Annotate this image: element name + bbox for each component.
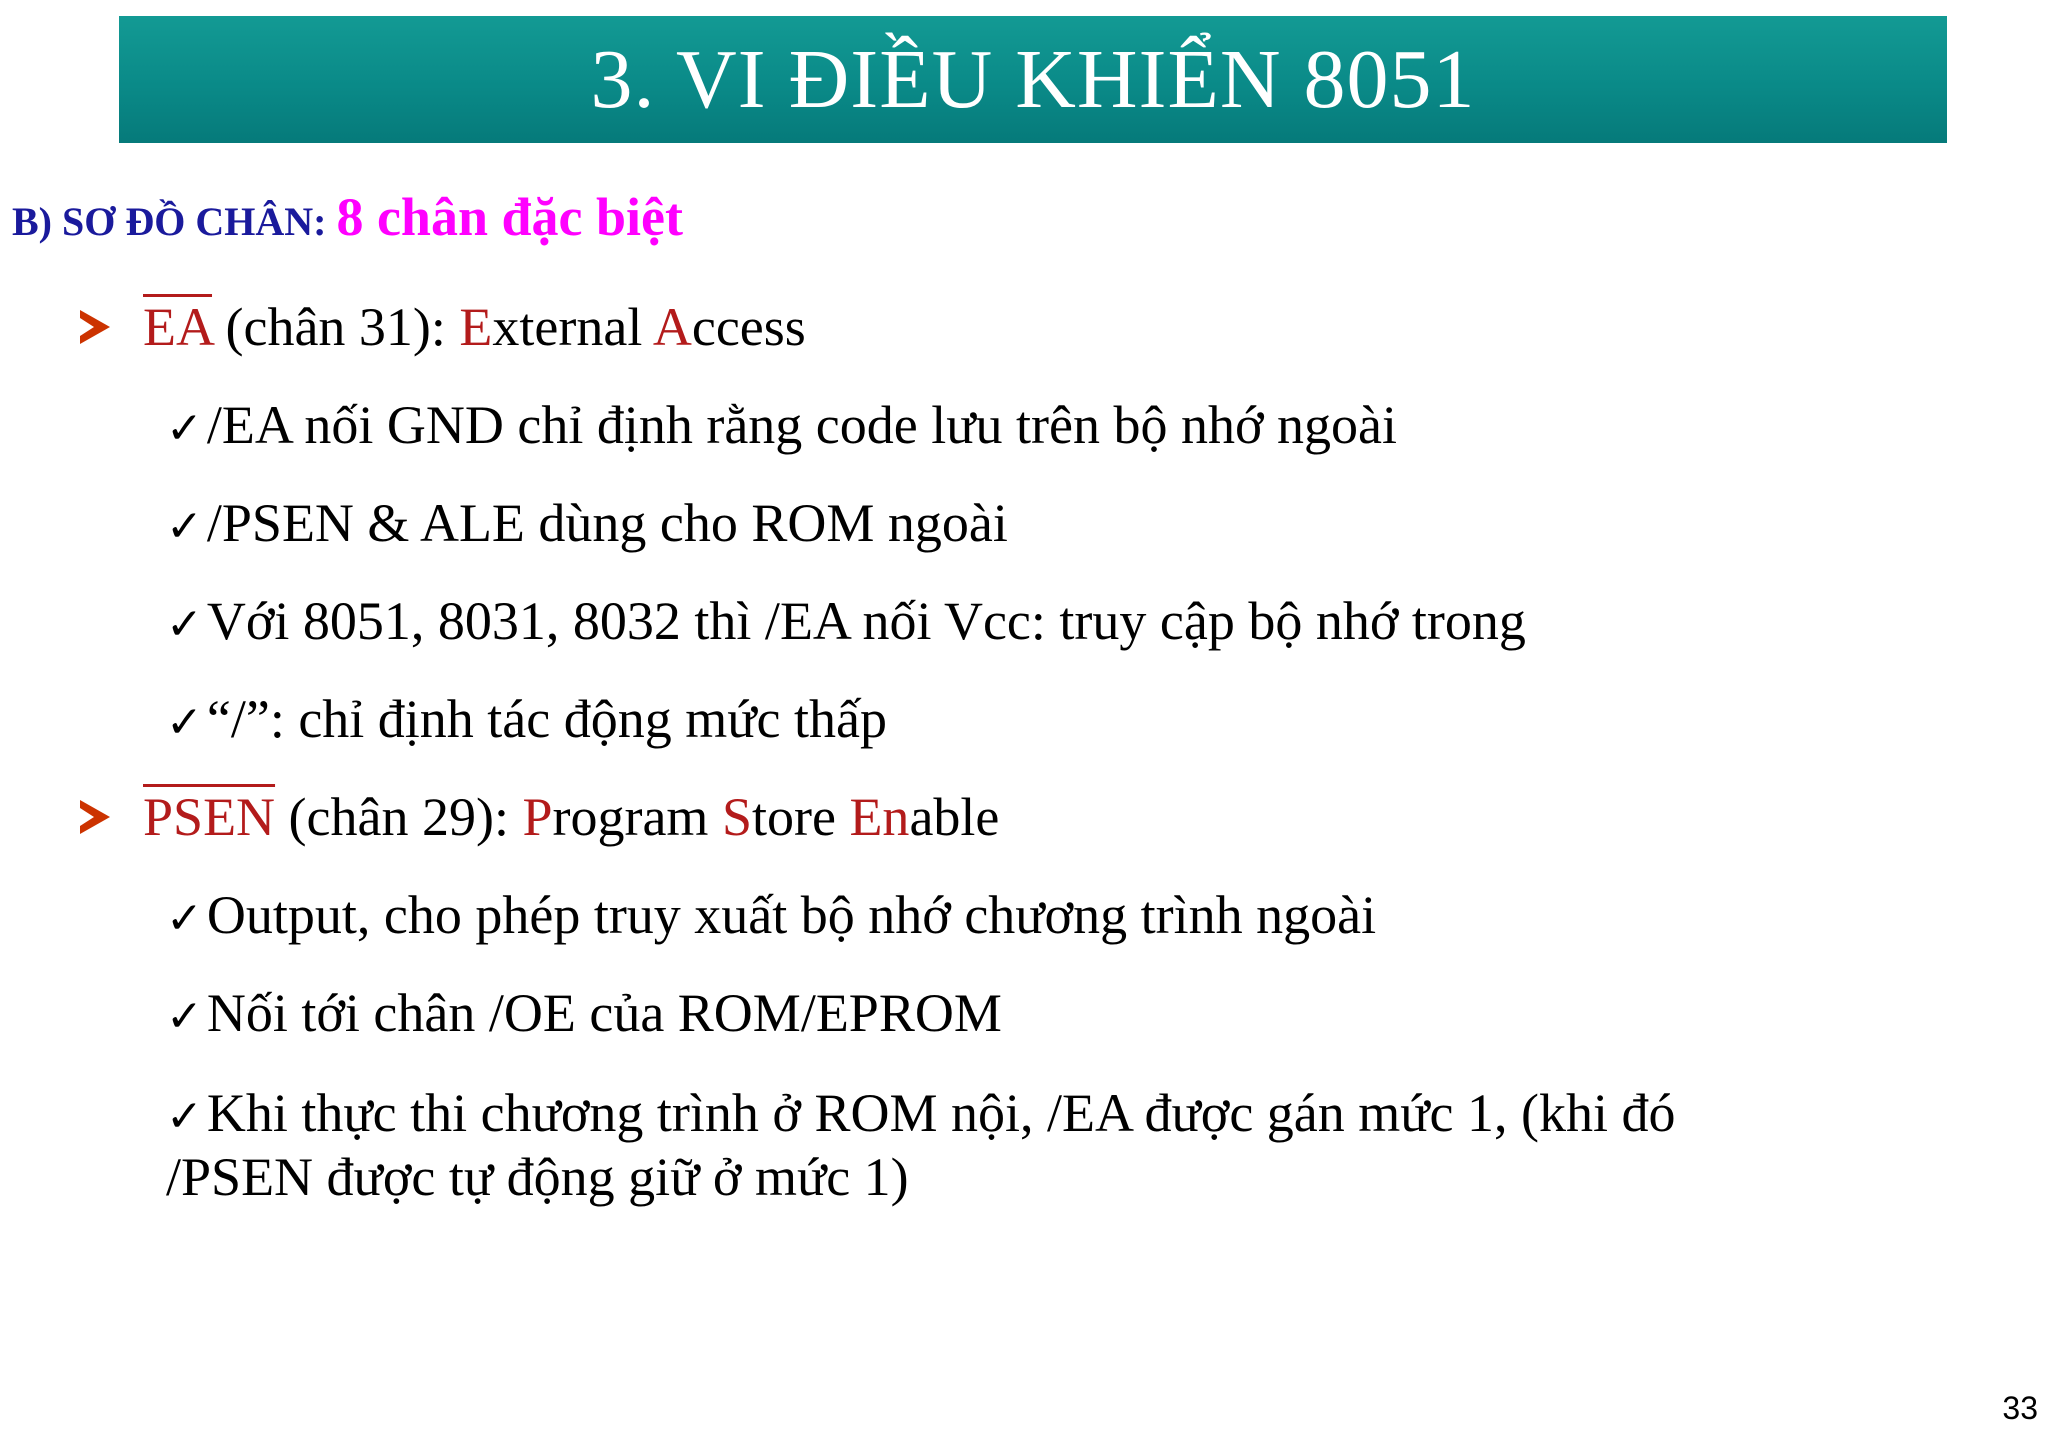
ea-e-rest: xternal [492,297,653,357]
ea-item-2 [166,493,1008,553]
ea-heading [143,297,806,357]
page-number: 33 [2002,1390,2038,1426]
ea-item-3 [166,591,1526,651]
section-label: B) SƠ ĐỒ CHÂN: [12,199,327,244]
ea-item-4 [166,689,887,749]
psen-item-text: /PSEN được tự động giữ ở mức 1) [166,1147,909,1207]
title-bar [119,16,1947,143]
check-icon: ✓ [166,403,203,454]
psen-signal: PSEN [143,787,276,847]
psen-item-text: Output, cho phép truy xuất bộ nhớ chương trình ngoài [206,885,1377,945]
check-icon: ✓ [166,991,203,1042]
psen-item-1 [166,885,1377,945]
slide-title: 3. VI ĐIỀU KHIỂN 8051 [590,32,1476,126]
psen-item-text: Khi thực thi chương trình ở ROM nội, /EA được gán mức 1, (khi đó [206,1083,1676,1143]
ea-item-text: /EA nối GND chỉ định rằng code lưu trên bộ nhớ ngoài [206,395,1397,455]
ea-a-letter: A [652,297,692,357]
psen-en-rest: able [909,787,1000,847]
ea-item-text: “/”: chỉ định tác động mức thấp [206,689,887,749]
psen-item-2 [166,983,1002,1043]
check-icon: ✓ [166,697,203,748]
ea-pin: (chân 31): [212,297,460,357]
ea-item-1 [166,395,1397,455]
psen-p-letter: P [522,787,553,847]
psen-item-text: Nối tới chân /OE của ROM/EPROM [206,983,1002,1043]
psen-en-letters: En [849,787,910,847]
psen-item-3-cont [166,1147,909,1207]
psen-p-rest: rogram [552,787,722,847]
check-icon: ✓ [166,1091,203,1142]
psen-pin: (chân 29): [275,787,523,847]
psen-heading [143,787,1000,847]
ea-e-letter: E [459,297,493,357]
psen-s-letter: S [721,787,752,847]
arrow-bullet-icon [80,310,110,344]
ea-a-rest: ccess [691,297,806,357]
psen-s-rest: tore [751,787,850,847]
ea-item-text: Với 8051, 8031, 8032 thì /EA nối Vcc: truy cập bộ nhớ trong [206,591,1526,651]
check-icon: ✓ [166,501,203,552]
section-subtitle: 8 chân đặc biệt [336,187,683,247]
ea-signal: $\overline{EA}$ [143,297,213,357]
psen-item-3 [166,1083,1676,1143]
check-icon: ✓ [166,893,203,944]
check-icon: ✓ [166,599,203,650]
section-heading [12,187,683,247]
ea-item-text: /PSEN & ALE dùng cho ROM ngoài [206,493,1008,553]
arrow-bullet-icon [80,800,110,834]
